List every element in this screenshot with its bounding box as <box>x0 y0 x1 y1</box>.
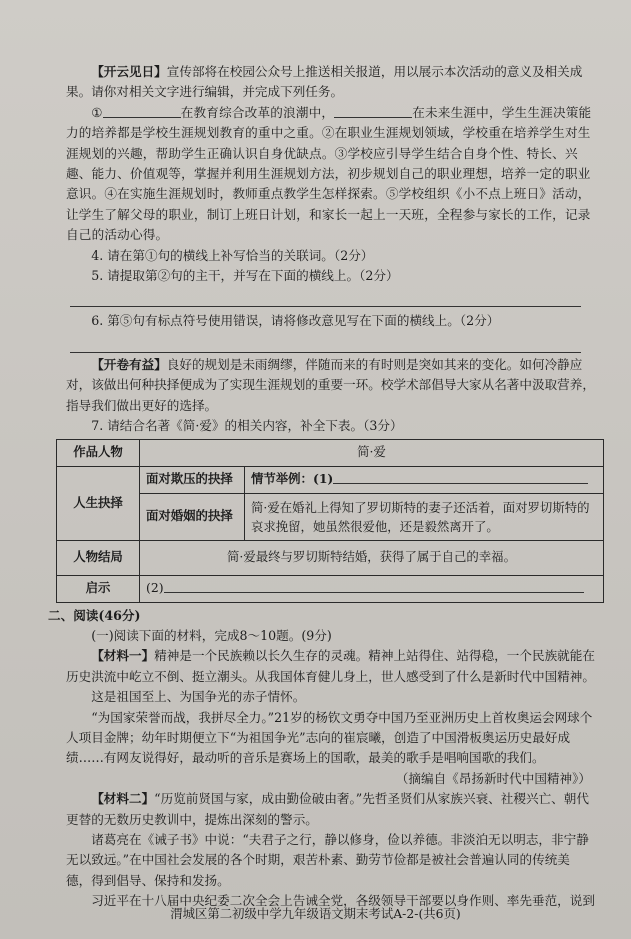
answer-line[interactable] <box>70 286 581 307</box>
kaijuan-intro: 【开卷有益】良好的规划是未雨绸缪，伴随而来的有时则是突如其来的变化。如何冷静应对，该做出何种抉择便成为了实现生涯规划的重要一环。校学术部倡导大家从名著中汲取营养，指导我们做出更好的选择。 <box>66 356 595 413</box>
reading-heading: 二、阅读(46分) <box>48 607 141 623</box>
paragraph: 这是祖国至上、为国争光的赤子情怀。 <box>91 689 306 705</box>
kaijuan-label: 【开卷有益】 <box>91 356 167 372</box>
table-header: 简·爱 <box>140 439 604 466</box>
table-cell: 简·爱最终与罗切斯特结婚，获得了属于自己的幸福。 <box>140 540 604 575</box>
answer-line[interactable] <box>70 332 581 353</box>
table-row <box>57 540 604 575</box>
kaiyun-passage: ① 在教育综合改革的浪潮中， 在未来生涯中，学生生涯决策能力的培养都是学校生涯规划教育的重中之重。②在职业生涯规划领域，学校重在培养学生对生涯规划的兴趣，帮助学生正确认识自身优缺点。③学校应引导学生结合自身个性、特长、兴趣、能力、价值观等，掌握并利用生涯规划方法，初步规划自己的职业理想，培养一定的职业意识。④在实施生涯规划时，教师重点教学生怎样探索。⑤学校组织《小不点上班日》活动，让学生了解父母的职业，制订上班日计划，和家长一起上一天班，全程参与家长的工作，记录自己的活动心得。 <box>66 104 592 243</box>
table-cell: 面对婚姻的抉择 <box>140 493 245 540</box>
table-header: 作品人物 <box>57 439 140 466</box>
table-cell: 人生抉择 <box>57 466 140 540</box>
question-5: 5. 请提取第②句的主干，并写在下面的横线上。（2分） <box>91 268 399 284</box>
material-2: 【材料二】“历览前贤国与家，成由勤俭破由奢。”先哲圣贤们从家族兴衰、社稷兴亡、朝代更替的无数历史教训中，提炼出深刻的警示。 <box>66 791 589 827</box>
table-row <box>57 575 604 602</box>
material-1: 【材料一】精神是一个民族赖以长久生存的灵魂。精神上站得住、站得稳，一个民族就能在历史洪流中屹立不倒、挺立潮头。从我国体育健儿身上，世人感受到了什么是新时代中国精神。 <box>66 648 595 684</box>
page-footer: 渭城区第二初级中学九年级语文期末考试A-2-(共6页) <box>170 906 461 921</box>
table-row <box>57 439 604 466</box>
table-cell: 面对欺压的抉择 <box>140 466 245 493</box>
question-6: 6. 第⑤句有标点符号使用错误，请将修改意见写在下面的横线上。（2分） <box>91 313 500 329</box>
table-cell[interactable]: 情节举例：(1) <box>245 466 604 493</box>
table-cell[interactable]: (2) <box>140 575 604 602</box>
source-citation: （摘编自《昂扬新时代中国精神》） <box>395 770 591 786</box>
table-cell: 启示 <box>57 575 140 602</box>
jane-eyre-table <box>56 439 604 603</box>
paragraph: “为国家荣誉而战，我拼尽全力。”21岁的杨钦文勇夺中国乃至亚洲历史上首枚奥运会网球个人项目金牌；幼年时期便立下“为祖国争光”志向的崔宸曦，创造了中国滑板奥运历史最好成绩……有网友说得好，最动听的音乐是赛场上的国歌，最美的歌手是唱响国歌的我们。 <box>66 709 593 766</box>
paragraph: 习近平在十八届中央纪委二次全会上告诫全党，各级领导干部要以身作则、率先垂范，说到 <box>91 893 595 909</box>
table-row <box>57 493 604 540</box>
question-4: 4. 请在第①句的横线上补写恰当的关联词。（2分） <box>91 247 374 263</box>
kaiyun-label: 【开云见日】 <box>91 64 167 79</box>
table-row <box>57 466 604 493</box>
table-cell: 人物结局 <box>57 540 140 575</box>
reading-subheading: (一)阅读下面的材料，完成8～10题。(9分) <box>91 627 332 643</box>
answer-blank[interactable] <box>334 105 412 118</box>
table-cell: 简·爱在婚礼上得知了罗切斯特的妻子还活着，面对罗切斯特的哀求挽留，她虽然很爱他，还是毅然离开了。 <box>245 493 604 540</box>
question-7: 7. 请结合名著《简·爱》的相关内容，补全下表。（3分） <box>91 418 403 434</box>
material-1-label: 【材料一】 <box>91 648 155 664</box>
answer-blank[interactable] <box>164 580 584 593</box>
material-2-label: 【材料二】 <box>91 791 155 807</box>
answer-blank[interactable] <box>103 105 181 118</box>
answer-blank[interactable] <box>333 471 588 484</box>
kaiyun-intro: 【开云见日】宣传部将在校园公众号上推送相关报道，用以展示本次活动的意义及相关成果。请你对相关文字进行编辑，并完成下列任务。 <box>66 64 583 100</box>
paragraph: 诸葛亮在《诫子书》中说：“夫君子之行，静以修身，俭以养德。非淡泊无以明志，非宁静无以致远。”在中国社会发展的各个时期，艰苦朴素、勤劳节俭都是被社会普遍认同的传统美德，得到倡导、保持和发扬。 <box>66 831 589 888</box>
